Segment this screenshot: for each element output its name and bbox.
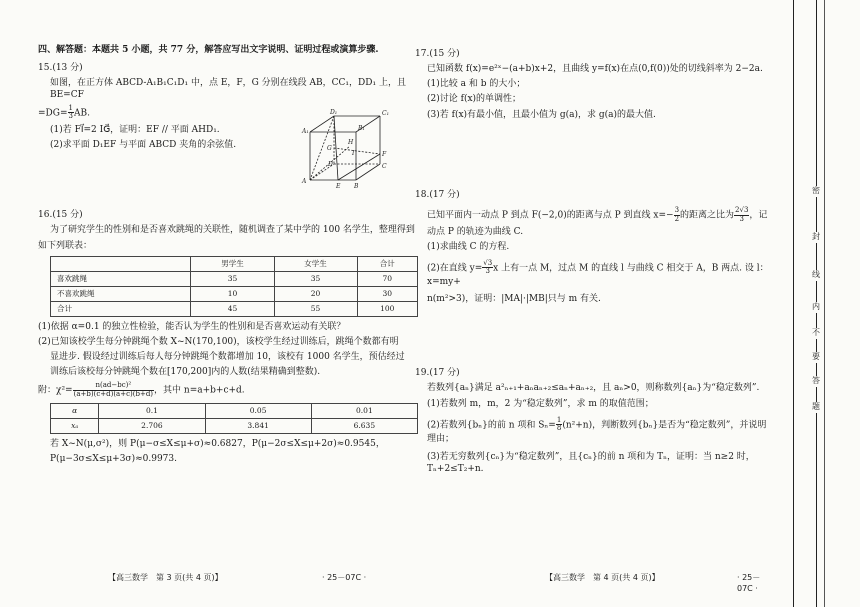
q18-frac2-num: 2√3: [735, 205, 749, 214]
q16-intro-line1: 为了研究学生的性别和是否喜欢跳绳的关联性，随机调查了某中学的 100 名学生，整理得到: [50, 225, 415, 236]
q15-stem-pre: =DG=: [38, 108, 68, 119]
seal-line: [824, 0, 825, 607]
table-row: [51, 301, 418, 316]
q19-part2-pre: (2)若数列{bₙ}的前 n 项和 Sₙ=: [427, 420, 556, 431]
q17-part3: (3)若 f(x)有最小值，且最小值为 g(a)，求 g(a)的最大值.: [427, 109, 656, 120]
q18-frac1-den: 2: [674, 214, 680, 223]
chi-den: (a+b)(c+d)(a+c)(b+d): [73, 389, 154, 398]
table-cell: 70: [357, 271, 417, 286]
label-A1: A₁: [302, 128, 309, 135]
q18-stem-mid: 的距离之比为: [680, 210, 735, 221]
seal-char: 线: [808, 270, 824, 281]
label-C: C: [382, 163, 387, 170]
label-D1: D₁: [330, 109, 338, 116]
table-cell: 35: [191, 271, 274, 286]
table-cell: 合计: [51, 301, 191, 316]
label-E: E: [336, 183, 341, 190]
label-B1: B₁: [358, 125, 365, 132]
seal-char: 答: [808, 376, 824, 387]
q19-frac-den: 8: [556, 424, 562, 433]
q15-stem-post: AB.: [73, 108, 90, 119]
chi-post: ，其中 n=a+b+c+d.: [154, 385, 245, 396]
footer-right-page-label: 【高三数学 第 4 页(共 4 页)】: [545, 573, 660, 582]
label-B: B: [354, 183, 359, 190]
question-17: [415, 48, 775, 121]
q18-number: 18.(17 分): [415, 189, 460, 200]
label-F: F: [382, 151, 387, 158]
table-header-cell: [51, 256, 191, 271]
label-I: I: [352, 150, 355, 157]
section-heading: 四、解答题：本题共 5 小题，共 77 分，解答应写出文字说明、证明过程或演算步骤.: [38, 45, 379, 55]
q16-intro-line2: 如下列联表：: [38, 240, 93, 251]
q16-note-line1: 若 X~N(μ,σ²)，则 P(μ−σ≤X≤μ+σ)≈0.6827，P(μ−2σ≤X≤μ+2σ)≈0.9545，: [50, 438, 385, 449]
chi-fraction: [73, 382, 154, 398]
question-19: [415, 367, 775, 475]
table-cell: 35: [274, 271, 357, 286]
table-row: [51, 403, 418, 418]
seal-char: 密: [808, 186, 824, 197]
table-cell: 6.635: [311, 418, 417, 433]
seal-char: 不: [808, 328, 824, 339]
table-header-cell: 合计: [357, 256, 417, 271]
q19-number: 19.(17 分): [415, 368, 460, 379]
cube-svg: [292, 108, 392, 190]
chi-square-formula: [38, 382, 416, 398]
q18-part1: (1)求曲线 C 的方程.: [427, 242, 510, 253]
q18-frac3-num: √3: [483, 258, 493, 267]
q15-number: 15.(13 分): [38, 63, 83, 74]
q18-part2-line2: n(m²>3)，证明：|MA|·|MB|只与 m 有关.: [427, 294, 601, 305]
contingency-table: [50, 256, 418, 317]
label-C1: C₁: [382, 110, 389, 117]
q18-stem-post: ，记: [749, 210, 768, 221]
q15-frac-den: 3: [68, 112, 73, 121]
q16-part2-line3: 训练后该校每分钟跳绳个数在[170,200]内的人数(结果精确到整数).: [50, 367, 321, 378]
q16-part2-line2: 显进步. 假设经过训练后每人每分钟跳绳个数都增加 10，该校有 1000 名学生，预估经过: [50, 351, 405, 362]
question-18: [415, 189, 775, 305]
right-page: [415, 0, 775, 607]
chi-pre: 附：χ²=: [38, 385, 73, 396]
q16-part2-line1: (2)已知该校学生每分钟跳绳个数 X~N(170,100)，该校学生经过训练后，跳绳个数都有明: [38, 336, 399, 347]
q16-number: 16.(15 分): [38, 210, 83, 221]
footer-right-page-code: · 25－07C ·: [737, 573, 761, 593]
label-H: H: [348, 139, 354, 146]
q18-stem-pre: 已知平面内一动点 P 到点 F(−2,0)的距离与点 P 到直线 x=−: [427, 210, 674, 221]
table-cell: 100: [357, 301, 417, 316]
q16-note-line2: P(μ−3σ≤X≤μ+3σ)≈0.9973.: [50, 453, 177, 464]
table-cell: α: [51, 403, 99, 418]
q16-part1: (1)依据 α=0.1 的独立性检验，能否认为学生的性别和是否喜欢运动有关联？: [38, 321, 346, 332]
seal-char: 封: [808, 232, 824, 243]
seal-char: 要: [808, 352, 824, 363]
table-row: [51, 286, 418, 301]
q19-part3: (3)若无穷数列{cₙ}为“稳定数列”，且{cₙ}的前 n 项和为 Tₙ，证明：当 n≥2 时，Tₙ+2≤T₂+n.: [427, 452, 755, 475]
table-cell: 0.05: [205, 403, 311, 418]
table-cell: 10: [191, 286, 274, 301]
table-cell: 20: [274, 286, 357, 301]
label-D: D: [328, 161, 333, 168]
q18-frac3-den: 3: [485, 267, 490, 276]
q18-stem-line2: 动点 P 的轨迹为曲线 C.: [427, 227, 524, 238]
q17-part1: (1)比较 a 和 b 的大小；: [427, 79, 526, 90]
table-header-cell: 男学生: [191, 256, 274, 271]
table-row: [51, 271, 418, 286]
table-cell: 2.706: [99, 418, 205, 433]
q19-part1: (1)若数列 m，m，2 为“稳定数列”，求 m 的取值范围；: [427, 399, 654, 410]
q19-frac-num: 1: [556, 415, 562, 424]
q18-stem-line1: [415, 207, 775, 223]
q15-frac-num: 1: [68, 103, 73, 112]
seal-char: 内: [808, 302, 824, 313]
q18-part2-line1: [415, 260, 775, 289]
q18-frac2: [734, 207, 749, 223]
q15-part1: (1)若 FI⃗=2 IG⃗，证明：EF // 平面 AHD₁.: [50, 124, 220, 135]
table-cell: 喜欢跳绳: [51, 271, 191, 286]
table-header-row: [51, 256, 418, 271]
q15-part2: (2)求平面 D₁EF 与平面 ABCD 夹角的余弦值.: [50, 140, 237, 151]
seal-band: [793, 0, 860, 607]
table-header-cell: 女学生: [274, 256, 357, 271]
q19-part2: [415, 417, 775, 446]
table-cell: 3.841: [205, 418, 311, 433]
chi-num: n(ad−bc)²: [73, 382, 154, 391]
table-cell: 45: [191, 301, 274, 316]
q18-frac1-num: 3: [674, 205, 680, 214]
table-cell: 0.1: [99, 403, 205, 418]
q18-part2-post: x 上有一点 M，过点 M 的直线 l 与曲线 C 相交于 A，B 两点. 设 l：x=my+: [427, 263, 769, 287]
label-A: A: [302, 178, 307, 185]
cube-figure: [292, 108, 392, 190]
table-cell: xₐ: [51, 418, 99, 433]
q17-part2: (2)讨论 f(x)的单调性；: [427, 94, 522, 105]
table-row: [51, 418, 418, 433]
question-16: [38, 209, 416, 465]
q17-stem: 已知函数 f(x)=e²ˣ−(a+b)x+2，且曲线 y=f(x)在点(0,f(0))处的切线斜率为 2−2a.: [427, 64, 763, 75]
critical-value-table: [50, 403, 418, 434]
q18-frac3: [482, 260, 493, 276]
q19-part2-post: (n²+n)，判断数列{bₙ}是否为“稳定数列”，并说明理由；: [427, 420, 767, 444]
table-cell: 不喜欢跳绳: [51, 286, 191, 301]
table-cell: 30: [357, 286, 417, 301]
table-cell: 55: [274, 301, 357, 316]
q17-number: 17.(15 分): [415, 49, 460, 59]
q19-stem: 若数列{aₙ}满足 a²ₙ₊₁+aₙaₙ₊₂≤aₙ+aₙ₊₂，且 aₙ>0，则称数列{aₙ}为“稳定数列”.: [427, 383, 760, 394]
q18-frac2-den: 3: [739, 214, 744, 223]
footer-left-page-code: · 25－07C ·: [322, 573, 367, 582]
footer-left-page-label: 【高三数学 第 3 页(共 4 页)】: [108, 573, 223, 582]
seal-char: 题: [808, 402, 824, 413]
table-cell: 0.01: [311, 403, 417, 418]
q15-stem-line1: 如图，在正方体 ABCD-A₁B₁C₁D₁ 中，点 E，F，G 分别在线段 AB，CC₁，DD₁ 上，且 BE=CF: [50, 78, 406, 101]
q18-part2-pre: (2)在直线 y=: [427, 263, 483, 274]
label-G: G: [327, 145, 332, 152]
